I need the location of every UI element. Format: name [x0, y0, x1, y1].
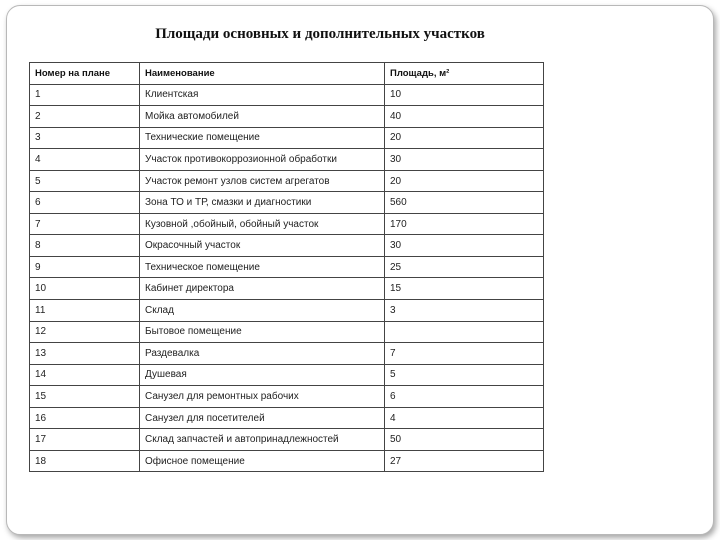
cell-plan-number: 15 — [30, 386, 140, 408]
cell-area: 170 — [385, 213, 544, 235]
table-row — [30, 429, 544, 451]
table-row — [30, 235, 544, 257]
cell-name: Санузел для посетителей — [140, 407, 385, 429]
cell-area: 7 — [385, 343, 544, 365]
table-header-row — [30, 63, 544, 85]
cell-area: 20 — [385, 127, 544, 149]
cell-plan-number: 4 — [30, 149, 140, 171]
table-row — [30, 256, 544, 278]
table-row — [30, 364, 544, 386]
cell-name: Зона ТО и ТР, смазки и диагностики — [140, 192, 385, 214]
cell-name: Участок ремонт узлов систем агрегатов — [140, 170, 385, 192]
table-row — [30, 84, 544, 106]
cell-plan-number: 1 — [30, 84, 140, 106]
cell-name: Клиентская — [140, 84, 385, 106]
header-area: Площадь, м² — [385, 63, 544, 85]
cell-area: 30 — [385, 235, 544, 257]
cell-plan-number: 2 — [30, 106, 140, 128]
cell-name: Техническое помещение — [140, 256, 385, 278]
cell-area: 40 — [385, 106, 544, 128]
header-name: Наименование — [140, 63, 385, 85]
cell-name: Бытовое помещение — [140, 321, 385, 343]
cell-area: 4 — [385, 407, 544, 429]
table-row — [30, 343, 544, 365]
cell-area: 5 — [385, 364, 544, 386]
cell-name: Склад — [140, 300, 385, 322]
cell-area: 6 — [385, 386, 544, 408]
cell-name: Офисное помещение — [140, 450, 385, 472]
cell-plan-number: 12 — [30, 321, 140, 343]
cell-area: 25 — [385, 256, 544, 278]
cell-plan-number: 6 — [30, 192, 140, 214]
cell-plan-number: 14 — [30, 364, 140, 386]
cell-area: 20 — [385, 170, 544, 192]
cell-area — [385, 321, 544, 343]
table-row — [30, 127, 544, 149]
table-row — [30, 192, 544, 214]
table-row — [30, 300, 544, 322]
cell-area: 30 — [385, 149, 544, 171]
cell-area: 27 — [385, 450, 544, 472]
table-row — [30, 106, 544, 128]
cell-area: 10 — [385, 84, 544, 106]
cell-plan-number: 7 — [30, 213, 140, 235]
cell-name: Кузовной ,обойный, обойный участок — [140, 213, 385, 235]
slide-frame — [6, 5, 714, 535]
table-row — [30, 170, 544, 192]
cell-area: 3 — [385, 300, 544, 322]
cell-area: 50 — [385, 429, 544, 451]
header-plan-number: Номер на плане — [30, 63, 140, 85]
cell-name: Душевая — [140, 364, 385, 386]
cell-name: Склад запчастей и автопринадлежностей — [140, 429, 385, 451]
table-row — [30, 407, 544, 429]
cell-plan-number: 13 — [30, 343, 140, 365]
cell-area: 560 — [385, 192, 544, 214]
page-title: Площади основных и дополнительных участков — [155, 26, 485, 42]
cell-name: Санузел для ремонтных рабочих — [140, 386, 385, 408]
cell-plan-number: 18 — [30, 450, 140, 472]
cell-name: Технические помещение — [140, 127, 385, 149]
table-row — [30, 278, 544, 300]
cell-plan-number: 8 — [30, 235, 140, 257]
table-row — [30, 149, 544, 171]
table-row — [30, 450, 544, 472]
cell-plan-number: 11 — [30, 300, 140, 322]
table-row — [30, 213, 544, 235]
cell-name: Раздевалка — [140, 343, 385, 365]
table-row — [30, 386, 544, 408]
cell-plan-number: 10 — [30, 278, 140, 300]
cell-area: 15 — [385, 278, 544, 300]
cell-name: Кабинет директора — [140, 278, 385, 300]
table-row — [30, 321, 544, 343]
cell-plan-number: 16 — [30, 407, 140, 429]
cell-plan-number: 3 — [30, 127, 140, 149]
cell-plan-number: 5 — [30, 170, 140, 192]
cell-name: Мойка автомобилей — [140, 106, 385, 128]
cell-plan-number: 17 — [30, 429, 140, 451]
areas-table — [29, 62, 544, 472]
cell-name: Окрасочный участок — [140, 235, 385, 257]
cell-name: Участок противокоррозионной обработки — [140, 149, 385, 171]
cell-plan-number: 9 — [30, 256, 140, 278]
